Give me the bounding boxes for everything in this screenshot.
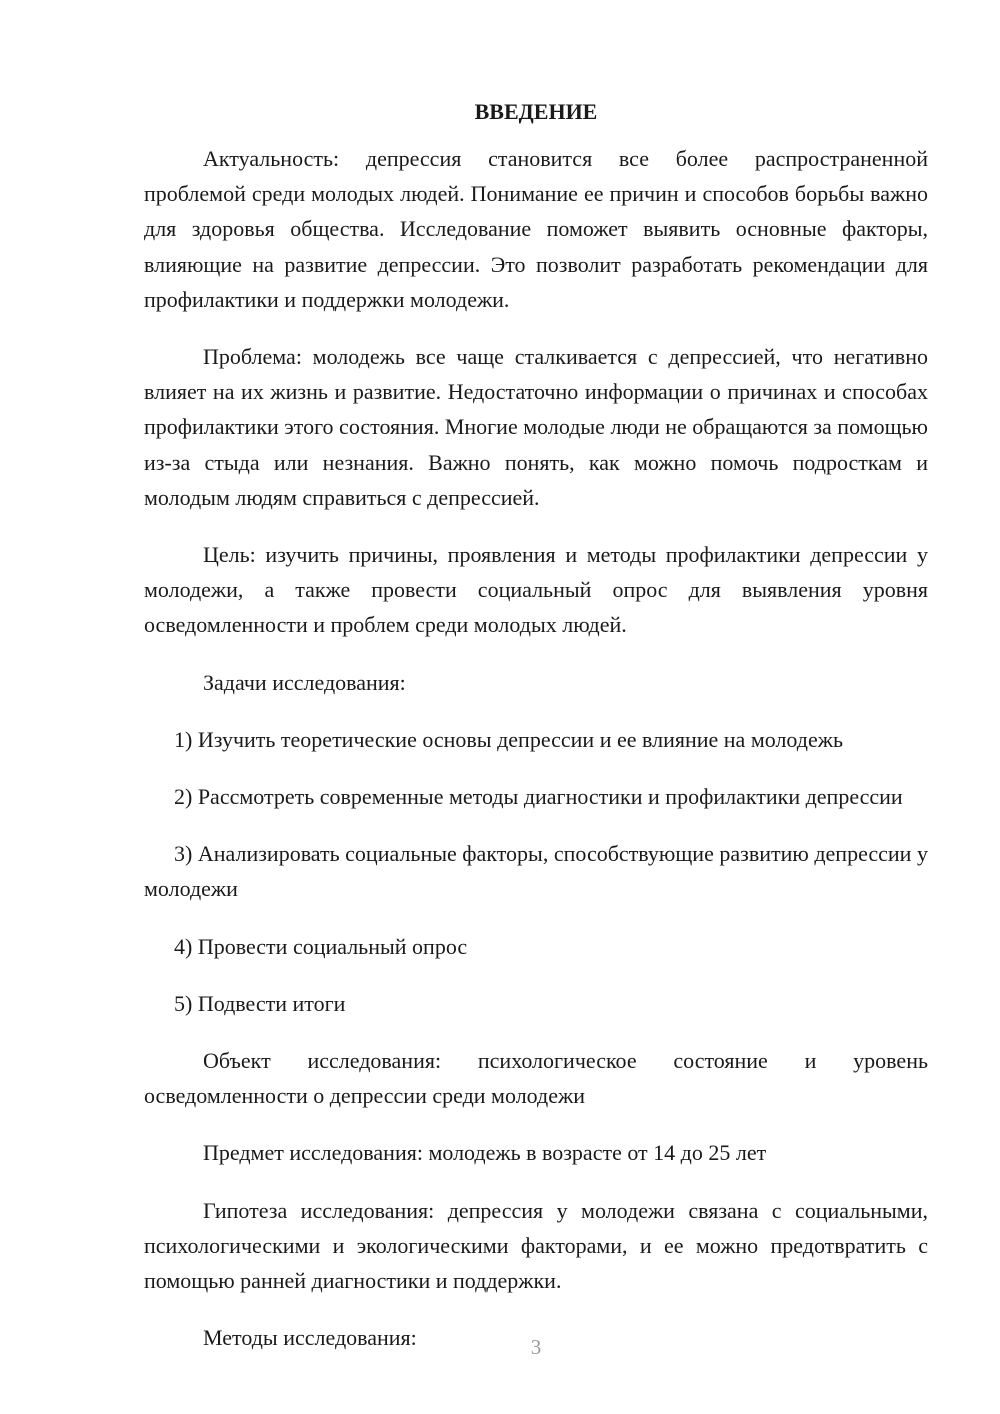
document-body (144, 141, 928, 1355)
paragraph-goal: Цель: изучить причины, проявления и методы профилактики депрессии у молодежи, а также провести социальный опрос для выявления уровня осведомленности и проблем среди молодых людей. (144, 542, 928, 638)
paragraph-hypothesis: Гипотеза исследования: депрессия у молодежи связана с социальными, психологическими и экологическими факторами, и ее можно предотвратить с помощью ранней диагностики и поддержки. (144, 1197, 928, 1294)
paragraph-tasks-heading: Задачи исследования: (203, 669, 406, 695)
task-item-4: 4) Провести социальный опрос (174, 933, 468, 959)
paragraph-methods: Методы исследования: (203, 1325, 417, 1351)
paragraph-subject: Предмет исследования: молодежь в возрасте от 14 до 25 лет (203, 1140, 767, 1166)
paragraph-problem: Проблема: молодежь все чаще сталкивается с депрессией, что негативно влияет на их жизнь и развитие. Недостаточно информации о причинах и способах профилактики этого состояния. Многие молодые люди не обращаются за помощью из-за стыда или незнания. Важно понять, как можно помочь подросткам и молодым людям справиться с депрессией. (144, 344, 928, 510)
task-item-5: 5) Подвести итоги (174, 990, 346, 1016)
task-item-2: 2) Рассмотреть современные методы диагностики и профилактики депрессии (174, 784, 903, 810)
paragraph-object: Объект исследования: психологическое состояние и уровень осведомленности о депрессии среди молодежи (144, 1048, 928, 1109)
task-item-1: 1) Изучить теоретические основы депрессии и ее влияние на молодежь (174, 726, 843, 752)
page-title: ВВЕДЕНИЕ (474, 99, 598, 124)
task-item-3: 3) Анализировать социальные факторы, способствующие развитию депрессии у молодежи (144, 841, 928, 902)
paragraph-relevance: Актуальность: депрессия становится все более распространенной проблемой среди молодых людей. Понимание ее причин и способов борьбы важно для здоровья общества. Исследование поможет выявить основные факторы, влияющие на развитие депрессии. Это позволит разработать рекомендации для профилактики и поддержки молодежи. (144, 146, 928, 312)
page-number: 3 (530, 1335, 542, 1359)
